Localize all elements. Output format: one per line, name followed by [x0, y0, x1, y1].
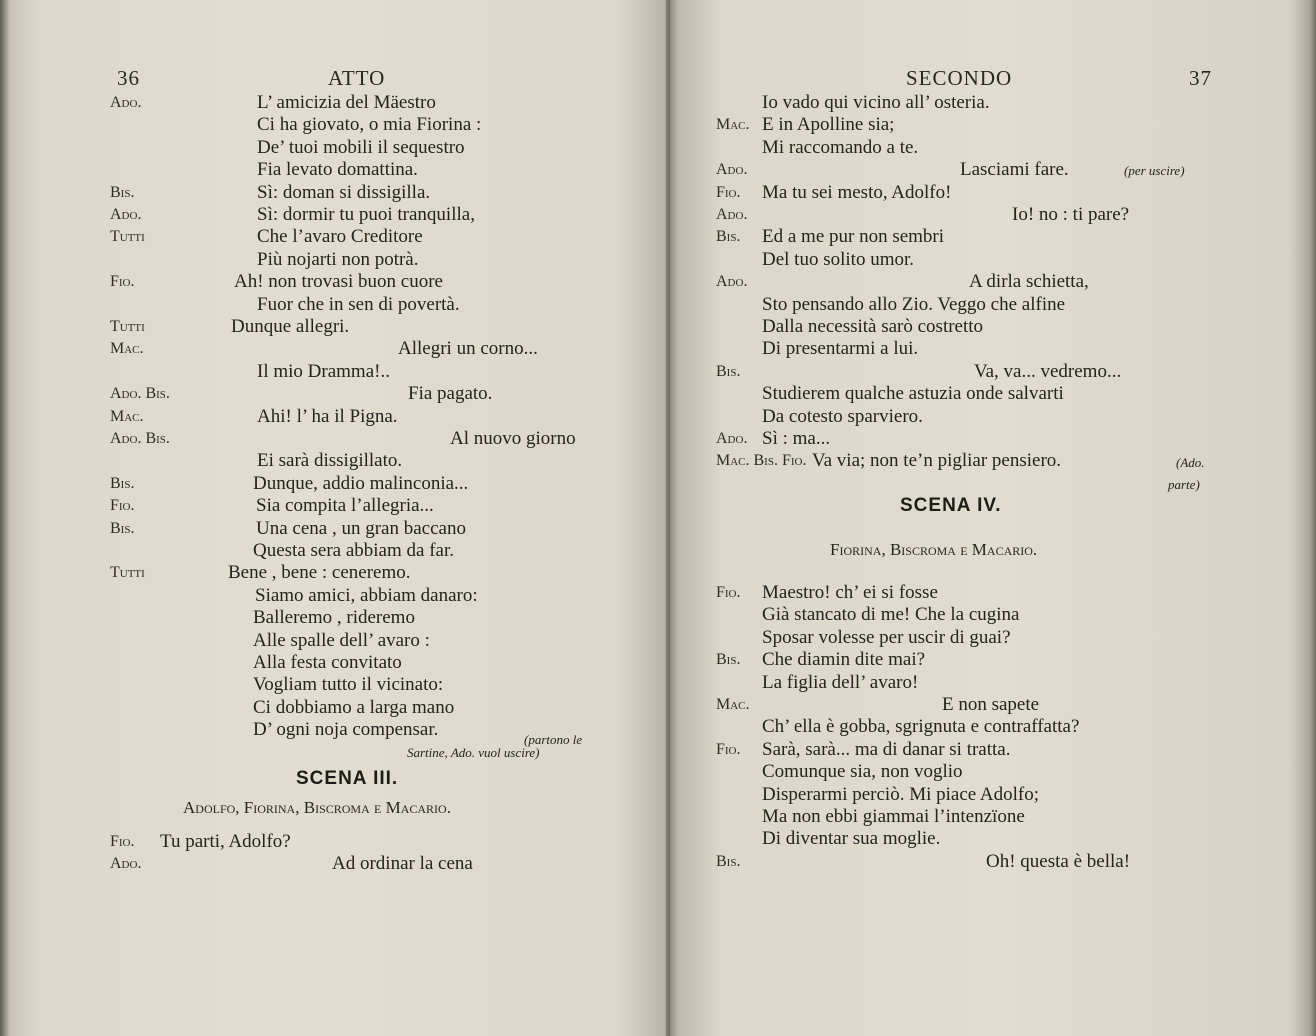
line-text: La figlia dell’ avaro!: [762, 671, 919, 693]
line-text: Ma non ebbi giammai l’intenzïone: [762, 806, 1025, 827]
verse-line: [0, 406, 668, 428]
line-text: Che diamin dite mai?: [762, 649, 926, 671]
line-text: De’ tuoi mobili il sequestro: [257, 136, 465, 158]
line-text: Sì : ma...: [762, 428, 831, 449]
verse-line: [670, 204, 1316, 226]
verse-line: [670, 294, 1316, 316]
line-text: Balleremo , rideremo: [253, 607, 415, 629]
speaker-label: Mac.: [716, 696, 750, 713]
line-text: Dalla necessità sarò costretto: [762, 316, 984, 337]
verse-line: [0, 495, 668, 517]
speaker-label: Mac.: [110, 407, 144, 425]
line-text: Va, va... vedremo...: [974, 360, 1122, 382]
verse-line: [0, 271, 668, 293]
verse-line: [0, 853, 668, 875]
speaker-label: Bis.: [716, 228, 741, 246]
verse-line: [0, 383, 668, 405]
line-text: Più nojarti non potrà.: [257, 248, 419, 270]
verse-line: [670, 649, 1316, 671]
verse-line: [0, 137, 668, 159]
speaker-label: Mac. Bis. Fio.: [716, 452, 807, 470]
speaker-label: Fio.: [110, 273, 135, 291]
line-text: Da cotesto sparviero.: [762, 405, 923, 427]
line-text: Ci dobbiamo a larga mano: [253, 696, 455, 718]
running-head-left: ATTO: [328, 66, 386, 90]
stage-direction: (partono le: [524, 732, 583, 747]
speaker-label: Bis.: [110, 183, 135, 201]
line-text: Ed a me pur non sembri: [762, 226, 945, 248]
line-text: Va via; non te’n pigliar pensiero.: [812, 450, 1062, 472]
scene-characters: Adolfo, Fiorina, Biscroma e Macario.: [183, 798, 451, 817]
verse-line: [670, 582, 1316, 604]
page-number-right: 37: [1189, 66, 1212, 90]
line-text: Di diventar sua moglie.: [762, 828, 941, 850]
verse-line: [670, 828, 1316, 850]
verse-line: [0, 294, 668, 316]
verse-line: [0, 428, 668, 450]
verse-line: [0, 607, 668, 629]
line-text: Fia pagato.: [408, 383, 493, 405]
line-text: Ei sarà dissigillato.: [257, 450, 403, 472]
line-text: Studierem qualche astuzia onde salvarti: [762, 383, 1064, 405]
verse-line: [0, 182, 668, 204]
line-text: D’ ogni noja compensar.: [253, 719, 439, 741]
verse-line: [0, 697, 668, 719]
speaker-label: Ado. Bis.: [110, 385, 170, 403]
scene-characters: Fiorina, Biscroma e Macario.: [830, 540, 1038, 559]
line-text: E non sapete: [942, 694, 1040, 715]
verse-line: [0, 652, 668, 674]
line-text: Fia levato domattina.: [257, 159, 418, 181]
speaker-label: Ado.: [110, 855, 142, 872]
speaker-label: Fio.: [110, 497, 135, 515]
verse-line: [670, 428, 1316, 450]
line-text: Oh! questa è bella!: [986, 850, 1131, 872]
speaker-label: Bis.: [110, 474, 135, 492]
verse-line: [0, 114, 668, 136]
speaker-label: Ado.: [716, 273, 748, 291]
line-text: Ch’ ella è gobba, sgrignuta e contraffatta?: [762, 716, 1080, 738]
line-text: Sì: dormir tu puoi tranquilla,: [257, 204, 475, 225]
line-text: Comunque sia, non voglio: [762, 761, 963, 783]
speaker-label: Tutti: [110, 228, 145, 246]
scene-heading: SCENA III.: [296, 768, 399, 789]
verse-line: [0, 92, 668, 114]
line-text: Di presentarmi a lui.: [762, 338, 919, 360]
running-head-right: SECONDO: [906, 66, 1013, 90]
verse-line: [670, 159, 1316, 181]
verse-line: [670, 672, 1316, 694]
line-text: Sì: doman si dissigilla.: [257, 181, 431, 203]
speaker-label: Mac.: [110, 340, 144, 358]
speaker-label: Tutti: [110, 318, 145, 335]
right-page: [670, 0, 1316, 1036]
verse-line: [0, 540, 668, 562]
verse-line: [0, 159, 668, 181]
speaker-label: Bis.: [110, 519, 135, 537]
line-text: Sto pensando allo Zio. Veggo che alfine: [762, 293, 1066, 315]
line-text: Maestro! ch’ ei si fosse: [762, 582, 938, 603]
verse-line: [670, 249, 1316, 271]
verse-line: [670, 604, 1316, 626]
verse-line: [0, 473, 668, 495]
line-text: Ah! non trovasi buon cuore: [234, 271, 443, 293]
line-text: Mi raccomando a te.: [762, 136, 919, 158]
verse-line: [670, 450, 1316, 472]
line-text: E in Apolline sia;: [762, 114, 895, 136]
line-text: Alla festa convitato: [253, 652, 402, 673]
line-text: Vogliam tutto il vicinato:: [253, 674, 444, 696]
line-text: Sia compita l’allegria...: [256, 495, 434, 517]
stage-direction: parte): [1168, 477, 1200, 492]
line-text: Bene , bene : ceneremo.: [228, 562, 411, 584]
verse-line: [0, 338, 668, 360]
verse-line: [670, 226, 1316, 248]
line-text: Questa sera abbiam da far.: [253, 540, 454, 561]
line-text: Già stancato di me! Che la cugina: [762, 604, 1020, 626]
verse-line: [670, 739, 1316, 761]
verse-line: [670, 92, 1316, 114]
speaker-label: Fio.: [716, 740, 741, 758]
speaker-label: Ado.: [716, 161, 748, 179]
verse-line: [670, 182, 1316, 204]
verse-line: [0, 831, 668, 853]
line-text: Sarà, sarà... ma di danar si tratta.: [762, 738, 1011, 760]
line-text: Tu parti, Adolfo?: [160, 831, 291, 852]
page-number-left: 36: [117, 66, 140, 90]
speaker-label: Ado.: [110, 206, 142, 223]
speaker-label: Fio.: [110, 833, 135, 850]
verse-line: [670, 784, 1316, 806]
verse-line: [670, 406, 1316, 428]
line-text: Io! no : ti pare?: [1012, 204, 1130, 225]
verse-line: [670, 761, 1316, 783]
verse-line: [670, 114, 1316, 136]
verse-line: [670, 627, 1316, 649]
line-text: Fuor che in sen di povertà.: [257, 293, 460, 315]
speaker-label: Fio.: [716, 183, 741, 201]
line-text: Il mio Dramma!..: [257, 360, 390, 382]
speaker-label: Fio.: [716, 584, 741, 601]
line-text: Sposar volesse per uscir di guai?: [762, 626, 1011, 648]
line-text: Lasciami fare.: [960, 159, 1069, 181]
line-text: Ma tu sei mesto, Adolfo!: [762, 181, 952, 203]
verse-line: [0, 316, 668, 338]
verse-line: [670, 806, 1316, 828]
verse-line: [0, 361, 668, 383]
line-text: Ci ha giovato, o mia Fiorina :: [257, 114, 482, 136]
verse-line: [670, 383, 1316, 405]
verse-line: [0, 226, 668, 248]
speaker-label: Tutti: [110, 564, 145, 582]
verse-line: [0, 630, 668, 652]
line-text: Dunque, addio malinconia...: [253, 472, 469, 494]
speaker-label: Ado.: [716, 206, 748, 223]
speaker-label: Ado.: [110, 94, 142, 111]
line-text: Ahi! l’ ha il Pigna.: [257, 405, 398, 427]
verse-line: [0, 562, 668, 584]
line-text: Io vado qui vicino all’ osteria.: [762, 92, 990, 113]
line-text: Dunque allegri.: [231, 316, 350, 337]
speaker-label: Bis.: [716, 362, 741, 380]
line-text: Del tuo solito umor.: [762, 248, 914, 270]
line-text: Ad ordinar la cena: [332, 853, 473, 874]
speaker-label: Bis.: [716, 651, 741, 669]
verse-line: [670, 137, 1316, 159]
verse-line: [0, 518, 668, 540]
verse-line: [670, 338, 1316, 360]
verse-line: [0, 249, 668, 271]
line-text: Allegri un corno...: [398, 338, 538, 360]
line-text: A dirla schietta,: [969, 271, 1089, 293]
line-text: Una cena , un gran baccano: [256, 517, 466, 539]
line-text: Alle spalle dell’ avaro :: [253, 629, 430, 651]
verse-line: [0, 204, 668, 226]
verse-line: [670, 716, 1316, 738]
verse-line: [670, 694, 1316, 716]
scene-heading: SCENA IV.: [900, 495, 1002, 516]
stage-direction: (Ado.: [1176, 455, 1205, 470]
stage-direction: (per uscire): [1124, 163, 1185, 178]
line-text: L’ amicizia del Mäestro: [257, 92, 436, 113]
verse-line: [670, 316, 1316, 338]
speaker-label: Mac.: [716, 116, 750, 134]
line-text: Che l’avaro Creditore: [257, 226, 423, 248]
line-text: Siamo amici, abbiam danaro:: [255, 584, 478, 606]
verse-line: [670, 271, 1316, 293]
speaker-label: Ado. Bis.: [110, 430, 170, 447]
line-text: Al nuovo giorno: [450, 428, 576, 449]
stage-direction: Sartine, Ado. vuol uscire): [407, 745, 540, 760]
verse-line: [670, 851, 1316, 873]
verse-line: [670, 361, 1316, 383]
verse-line: [0, 450, 668, 472]
speaker-label: Bis.: [716, 852, 741, 870]
speaker-label: Ado.: [716, 430, 748, 447]
line-text: Disperarmi perciò. Mi piace Adolfo;: [762, 783, 1040, 805]
verse-line: [0, 674, 668, 696]
verse-line: [0, 585, 668, 607]
